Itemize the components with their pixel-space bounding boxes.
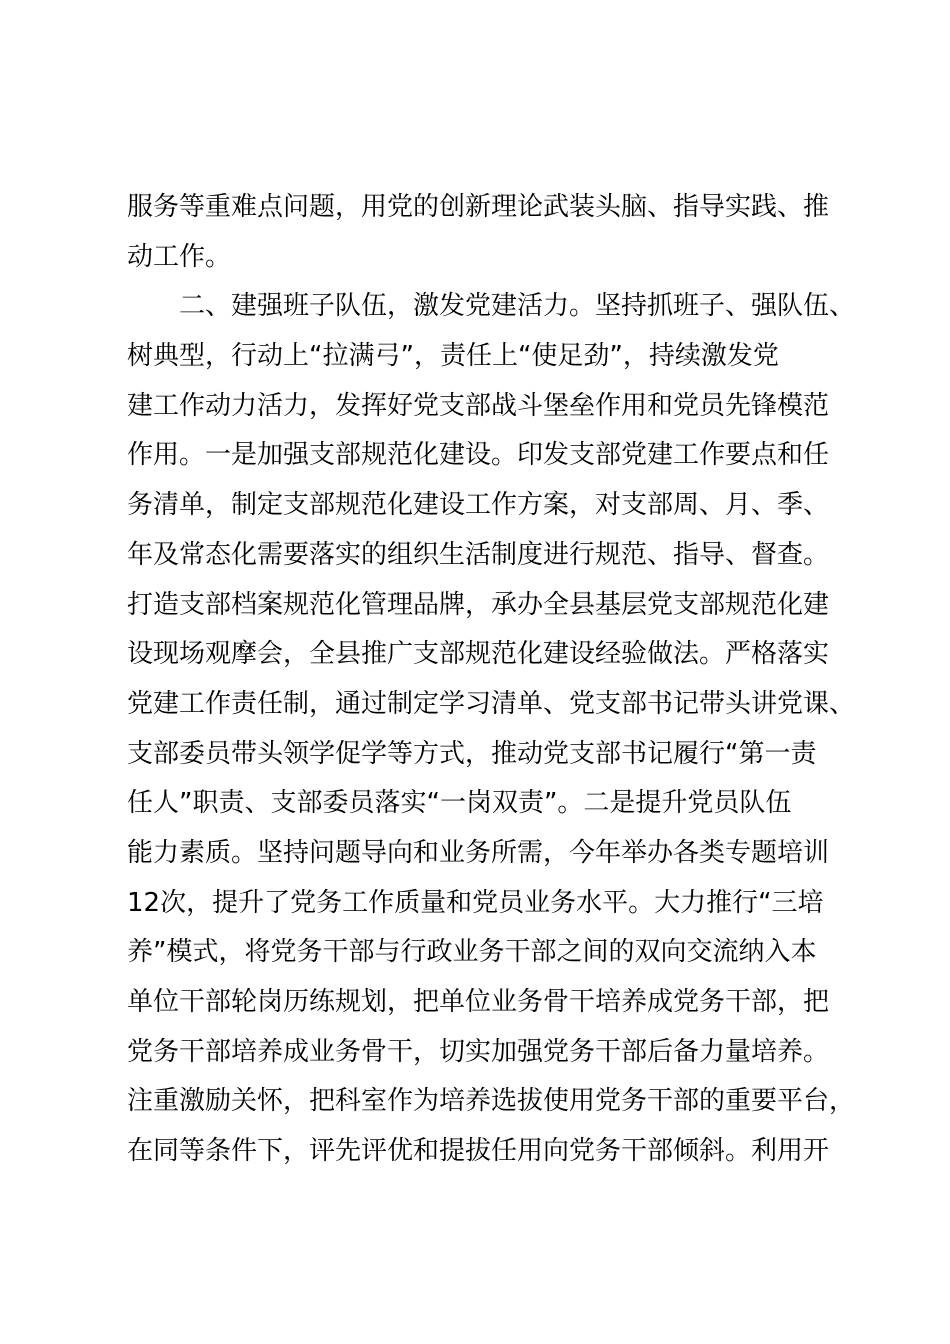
text-line: 养”模式，将党务干部与行政业务干部之间的双向交流纳入本 — [127, 937, 817, 968]
text-line: 党建工作责任制，通过制定学习清单、党支部书记带头讲党课、 — [127, 688, 856, 719]
text-line: 务清单，制定支部规范化建设工作方案，对支部周、月、季、 — [127, 490, 830, 521]
text-line: 注重激励关怀，把科室作为培养选拔使用党务干部的重要平台， — [127, 1086, 856, 1117]
text-line: 设现场观摩会，全县推广支部规范化建设经验做法。严格落实 — [127, 639, 830, 670]
text-line: 支部委员带头领学促学等方式，推动党支部书记履行“第一责 — [127, 738, 817, 769]
text-line: 作用。一是加强支部规范化建设。印发支部党建工作要点和任 — [127, 440, 830, 471]
section-heading-line: 二、建强班子队伍，激发党建活力。坚持抓班子、强队伍、 — [179, 291, 856, 322]
text-line: 能力素质。坚持问题导向和业务所需，今年举办各类专题培训 — [127, 837, 830, 868]
body-text — [127, 183, 857, 1177]
text-line: 动工作。 — [127, 241, 232, 272]
text-line: 在同等条件下，评先评优和提拔任用向党务干部倾斜。利用开 — [127, 1136, 830, 1167]
text-line: 服务等重难点问题，用党的创新理论武装头脑、指导实践、推 — [127, 192, 830, 222]
text-line: 12次，提升了党务工作质量和党员业务水平。大力推行“三培 — [127, 887, 824, 918]
text-line: 树典型，行动上“拉满弓”，责任上“使足劲”，持续激发党 — [127, 341, 779, 372]
text-line: 单位干部轮岗历练规划，把单位业务骨干培养成党务干部，把 — [127, 987, 830, 1017]
text-line: 任人”职责、支部委员落实“一岗双责”。二是提升党员队伍 — [127, 788, 792, 819]
text-line: 建工作动力活力，发挥好党支部战斗堡垒作用和党员先锋模范 — [127, 390, 830, 421]
text-line: 年及常态化需要落实的组织生活制度进行规范、指导、督查。 — [127, 539, 830, 570]
text-line: 党务干部培养成业务骨干，切实加强党务干部后备力量培养。 — [127, 1036, 830, 1067]
text-line: 打造支部档案规范化管理品牌，承办全县基层党支部规范化建 — [127, 589, 830, 620]
